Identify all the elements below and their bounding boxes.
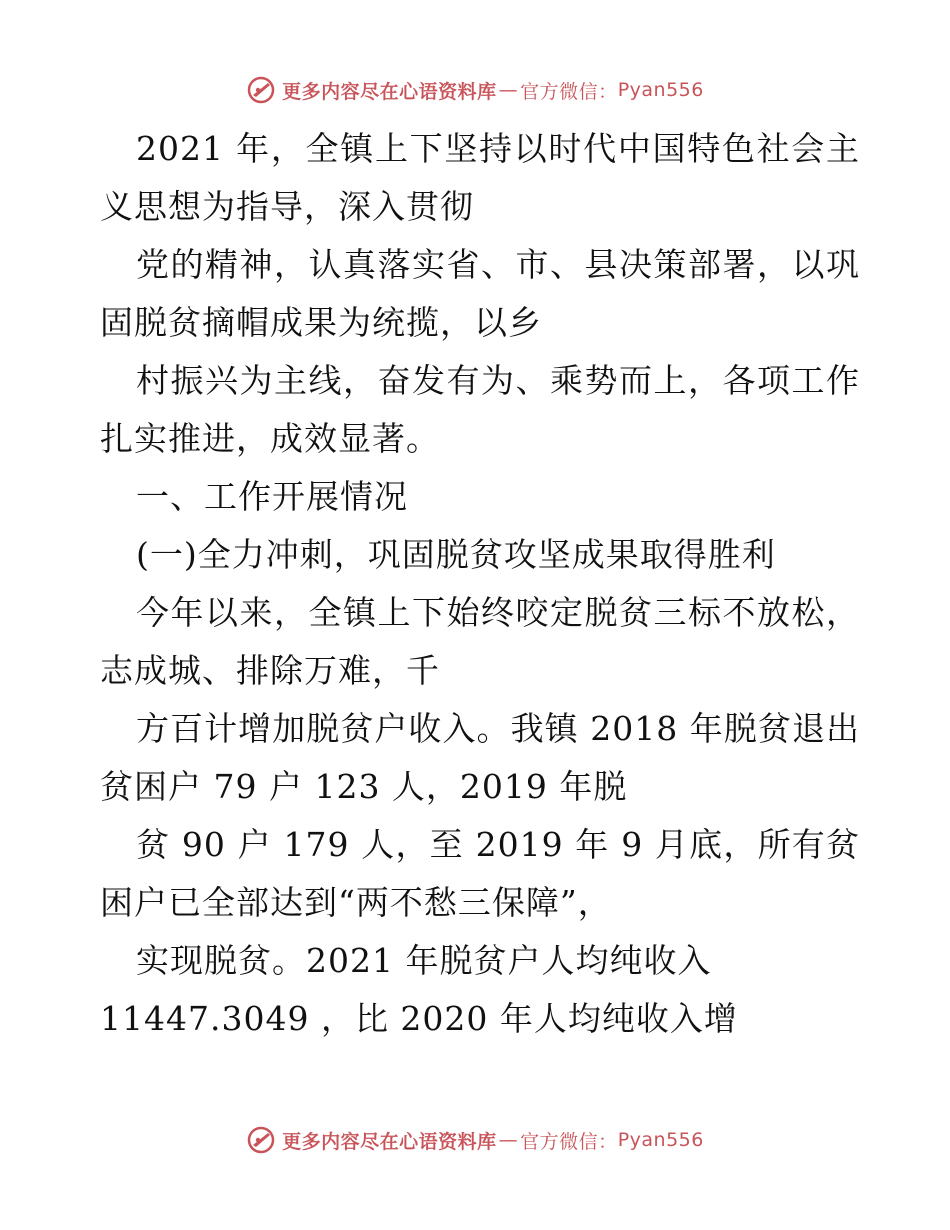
watermark-text: 更多内容尽在心语资料库	[282, 1130, 497, 1153]
paragraph-line: 方百计增加脱贫户收入。我镇 2018 年脱贫退出	[136, 709, 860, 748]
paragraph-line: 党的精神，认真落实省、市、县决策部署，以巩	[136, 245, 860, 284]
paragraph-line: 今年以来，全镇上下始终咬定脱贫三标不放松，	[136, 593, 860, 632]
seal-logo-icon	[246, 75, 276, 105]
paragraph-line: 村振兴为主线，奋发有为、乘势而上，各项工作	[136, 361, 860, 400]
header-watermark	[0, 70, 950, 110]
paragraph-line: 扎实推进，成效显著。	[100, 419, 440, 458]
watermark-label: 官方微信：	[520, 1130, 618, 1153]
watermark-wechat-id: Pyan556	[617, 1129, 704, 1151]
paragraph-line: 义思想为指导，深入贯彻	[100, 187, 474, 226]
document-body	[100, 120, 860, 1048]
watermark-label: 官方微信：	[520, 80, 618, 103]
paragraph-line: 志成城、排除万难，千	[100, 651, 440, 690]
watermark-dash: —	[498, 79, 519, 101]
seal-logo-icon	[246, 1125, 276, 1155]
watermark-text: 更多内容尽在心语资料库	[282, 80, 497, 103]
paragraph-line: 贫困户 79 户 123 人，2019 年脱	[100, 767, 628, 806]
section-heading: 一、工作开展情况	[136, 477, 408, 516]
subsection-heading: (一)全力冲刺，巩固脱贫攻坚成果取得胜利	[136, 535, 776, 574]
watermark-dash: —	[498, 1129, 519, 1151]
footer-watermark	[0, 1120, 950, 1160]
paragraph-line: 实现脱贫。2021 年脱贫户人均纯收入	[136, 941, 712, 980]
paragraph-line: 固脱贫摘帽成果为统揽，以乡	[100, 303, 542, 342]
paragraph-line: 困户已全部达到“两不愁三保障”，	[100, 883, 612, 922]
paragraph-line: 贫 90 户 179 人，至 2019 年 9 月底，所有贫	[136, 825, 860, 864]
paragraph-line: 2021 年，全镇上下坚持以时代中国特色社会主	[136, 129, 860, 168]
paragraph-line: 11447.3049 ，比 2020 年人均纯收入增	[100, 999, 738, 1038]
watermark-wechat-id: Pyan556	[617, 79, 704, 101]
